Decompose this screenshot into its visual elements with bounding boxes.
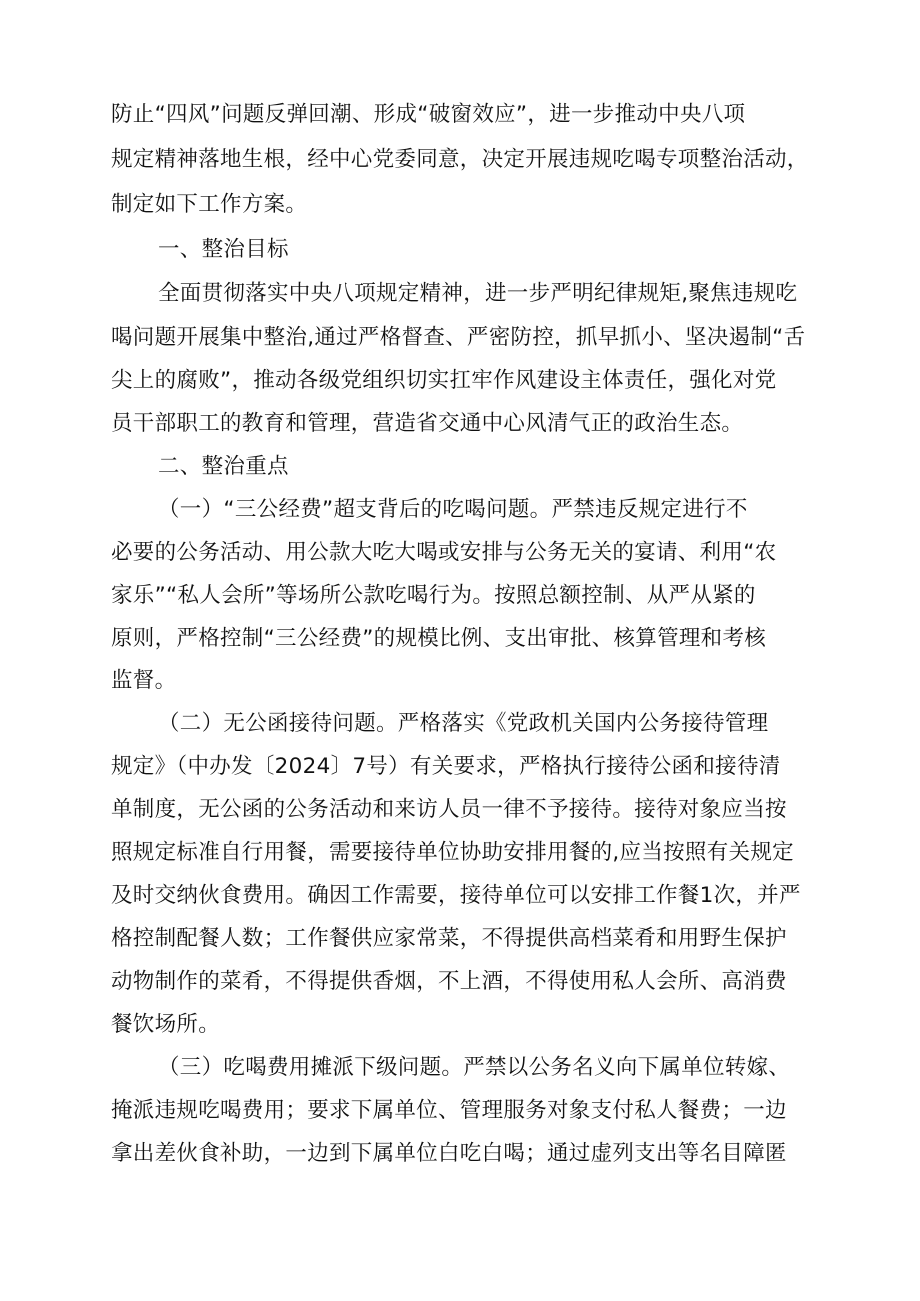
body-text-line: 照规定标准自行用餐，需要接待单位协助安排用餐的,应当按照有关规定 — [111, 840, 794, 865]
body-text-line: 必要的公务活动、用公款大吃大喝或安排与公务无关的宴请、利用“农 — [111, 540, 777, 565]
body-text-line: 喝问题开展集中整治,通过严格督查、严密防控，抓早抓小、坚决遏制“舌 — [111, 325, 806, 350]
body-text-line: 员干部职工的教育和管理，营造省交通中心风清气正的政治生态。 — [111, 411, 744, 436]
body-text-line: 格控制配餐人数；工作餐供应家常菜，不得提供高档菜肴和用野生保护 — [111, 926, 787, 951]
body-text-line: 全面贯彻落实中央八项规定精神，进一步严明纪律规矩,聚焦违规吃 — [158, 281, 798, 306]
section-heading: 一、整治目标 — [158, 237, 289, 262]
body-text-line: 掩派违规吃喝费用；要求下属单位、管理服务对象支付私人餐费；一边 — [111, 1098, 787, 1123]
body-text-line: （二）无公函接待问题。严格落实《党政机关国内公务接待管理 — [158, 711, 769, 736]
body-text-line: 家乐”“私人会所”等场所公款吃喝行为。按照总额控制、从严从紧的 — [111, 583, 756, 608]
body-text-line: 原则，严格控制“三公经费”的规模比例、支出审批、核算管理和考核 — [111, 626, 767, 651]
body-text-line: 规定精神落地生根，经中心党委同意，决定开展违规吃喝专项整治活动， — [111, 147, 809, 172]
body-text-line: （三）吃喝费用摊派下级问题。严禁以公务名义向下属单位转嫁、 — [158, 1055, 791, 1080]
body-text-line: 拿出差伙食补助，一边到下属单位白吃白喝；通过虚列支出等名目障匿 — [111, 1141, 787, 1166]
body-text-line: 动物制作的菜肴，不得提供香烟，不上酒，不得使用私人会所、高消费 — [111, 969, 787, 994]
body-text-line: （一）“三公经费”超支背后的吃喝问题。严禁违反规定进行不 — [158, 497, 748, 522]
section-heading: 二、整治重点 — [158, 454, 289, 479]
body-text-line: 单制度，无公函的公务活动和来访人员一律不予接待。接待对象应当按 — [111, 797, 787, 822]
body-text-line: 尖上的腐败”，推动各级党组织切实扛牢作风建设主体责任，强化对党 — [111, 368, 777, 393]
body-text-line: 及时交纳伙食费用。确因工作需要，接待单位可以安排工作餐1次，并严 — [111, 883, 801, 908]
body-text-line: 防止“四风”问题反弹回潮、形成“破窗效应”，进一步推动中央八项 — [111, 102, 746, 127]
body-text-line: 餐饮场所。 — [111, 1012, 221, 1037]
body-text-line: 制定如下工作方案。 — [111, 192, 308, 217]
body-text-line: 规定》（中办发〔2024〕7号）有关要求，严格执行接待公函和接待清 — [111, 754, 781, 779]
body-text-line: 监督。 — [111, 668, 177, 693]
